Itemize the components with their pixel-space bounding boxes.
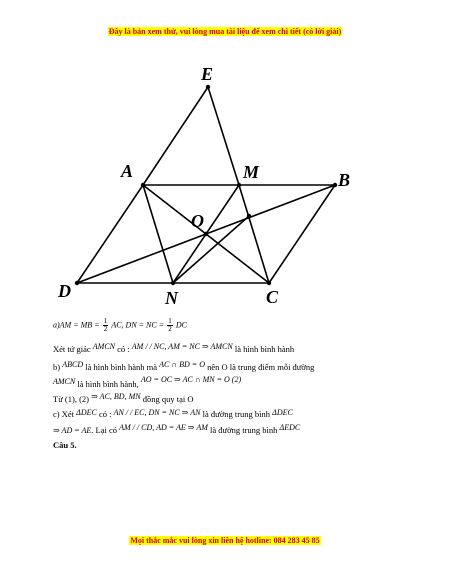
- point-m: [237, 183, 241, 187]
- label-d: D: [58, 281, 71, 301]
- label-m: M: [243, 162, 260, 182]
- solution-line-a: a)AM = MB = $\frac{1}{2}$ AC, DN = NC = $\frac{1}{2}$ DC: [53, 317, 187, 333]
- hotline-banner: Mọi thắc mắc vui lòng xin liên hệ hotline: 084 283 45 85: [130, 536, 320, 545]
- solution-line-2: Xét tứ giác AMCN có : AM / / NC, AM = NC ⇒ AMCN là hình bình hành: [53, 342, 295, 354]
- segment-an: [143, 185, 173, 283]
- solution-line-3: b) ABCD là hình bình hành mà AC ∩ BD = O nên O là trung điểm mỗi đường: [53, 360, 315, 372]
- label-c: C: [266, 287, 279, 307]
- point-o: [204, 232, 208, 236]
- label-o: O: [191, 211, 204, 231]
- solution-line-6: c) Xét ΔDEC có : AN / / EC, DN = NC ⇒ AN là đường trung bình ΔDEC: [53, 408, 293, 419]
- point-n: [171, 281, 175, 285]
- label-e: E: [201, 64, 214, 84]
- segment-ad: [77, 185, 143, 283]
- point-e: [206, 85, 210, 89]
- point-b: [333, 183, 337, 187]
- preview-banner: Đây là bản xem thử, vui lòng mua tài liệu để xem chi tiết (có lời giải): [108, 27, 342, 36]
- segment-mc: [239, 185, 269, 283]
- label-a: A: [121, 161, 134, 181]
- segment-ea: [143, 87, 208, 185]
- point-c: [267, 281, 271, 285]
- point-d: [75, 281, 79, 285]
- fraction-half: $\frac{1}{2}$: [103, 317, 108, 333]
- label-n: N: [165, 288, 178, 308]
- question-heading: Câu 5.: [53, 440, 77, 450]
- point-a: [141, 183, 145, 187]
- solution-line-7: ⇒ AD = AE. Lại có AM / / CD, AD = AE ⇒ AM là đường trung bình ΔEDC: [53, 423, 301, 435]
- label-b: B: [338, 170, 351, 190]
- segment-em: [208, 87, 239, 185]
- solution-line-4: AMCN là hình bình hành, AO = OC ⇒ AC ∩ MN = O (2): [53, 375, 242, 389]
- solution-line-5: Từ (1), (2) ⇒ AC, BD, MN đồng quy tại O: [53, 392, 194, 404]
- segment-bc: [269, 185, 335, 283]
- fraction-half: $\frac{1}{2}$: [168, 317, 172, 333]
- point-i: [247, 214, 251, 218]
